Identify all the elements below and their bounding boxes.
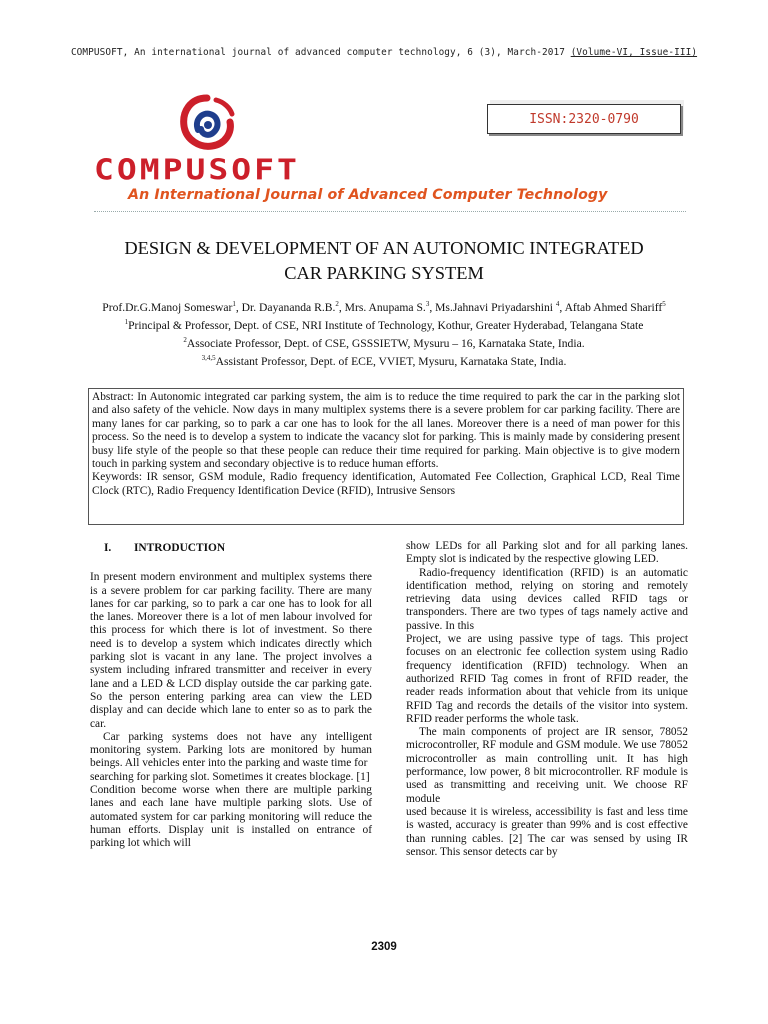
affiliation-text: Assistant Professor, Dept. of ECE, VVIET, Mysuru, Karnataka State, India. [215,355,567,369]
paragraph: Radio-frequency identification (RFID) is an automatic identification method, relying on storing and remotely retrieving data using devices called RFID tags or transponders. There are two types of tags namely active and passive. In this [406,566,688,632]
author-separator: , [235,300,242,314]
keywords-text: Keywords: IR sensor, GSM module, Radio frequency identification, Automated Fee Collection, Graphical LCD, Real Time Clock (RTC), Radio Frequency Identification Device (RFID), Intrusive Sensors [92,471,680,497]
section-title: INTRODUCTION [134,542,226,554]
affiliation-sup: 1 [124,318,129,327]
right-column [406,540,688,859]
paragraph: Condition become worse when there are multiple parking lanes and each lane have multiple parking slots. Use of automated system for car parking monitoring will reduce the human efforts. Display unit is installed on entrance of parking lot which will [90,784,372,850]
compusoft-logo-icon [176,92,238,154]
paragraph: In present modern environment and multiplex systems there is a severe problem for car parking facility. There are many lanes for car parking, so to park a car one has to look for all the lanes. Moreover there is a lot of men labour involved for this process for which there is lot of investment. So there need is to develop a system which indicates directly which parking slot is vacant in any lane. The project involves a system including infrared transmitter and receiver in every lane and a LED & LCD display outside the car parking gate. So the person entering parking area can view the LED display and can decide which lane to enter so as to park the car. [90,571,372,730]
logo-divider [94,211,686,212]
journal-header-text: COMPUSOFT, An international journal of advanced computer technology, 6 (3), March-2017 [70,47,571,58]
author-sup: 4 [555,300,560,308]
paper-title [60,236,708,286]
author-sup: 3 [425,300,430,308]
affiliation-sup: 2 [183,336,187,345]
logo-tagline: An International Journal of Advanced Computer Technology [128,187,608,203]
author-name: Ms.Jahnavi Priyadarshini [435,300,556,314]
author-sup: 5 [662,300,666,308]
journal-volume: (Volume-VI, Issue-III) [570,47,698,58]
affiliation-line [80,351,688,369]
abstract-text: Abstract: In Autonomic integrated car parking system, the aim is to reduce the time required to park the car in the parking slot and also safety of the vehicle. Now days in many multiplex systems there is a severe problem for car parking facility. There are many lanes for car parking, so to park a car one has to look for the all lanes. Moreover there is a need of man power for this process. So the need is to develop a system to indicate the vacancy slot for parking. This is mainly made by considering present busy life style of the people so that these people can reduce their time required for parking. Main objective is to give modern touch in parking system and secondary objective is to reduce human efforts. [92,391,680,471]
affiliation-text: Associate Professor, Dept. of CSE, GSSSIETW, Mysuru – 16, Karnataka State, India. [186,336,585,350]
author-name: Aftab Ahmed Shariff [564,300,663,314]
author-sup: 2 [335,300,339,308]
paragraph: show LEDs for all Parking slot and for all parking lanes. Empty slot is indicated by the respective glowing LED. [406,540,688,566]
author-separator: , [338,300,345,314]
paragraph: used because it is wireless, accessibility is fast and less time is wasted, accuracy is greater than 99% and is cost effective than running cables. [2] The car was sensed by using IR sensor. This sensor detects car by [406,805,688,858]
author-separator: , [559,300,565,314]
paragraph: searching for parking slot. Sometimes it creates blockage. [1] [90,770,370,783]
author-list [80,297,688,315]
paper-title-line-2: CAR PARKING SYSTEM [284,263,484,283]
author-block [80,297,688,369]
affiliation-line [80,315,688,333]
author-sup: 1 [232,300,236,308]
paragraph: The main components of project are IR sensor, 78052 microcontroller, RF module and GSM module. We use 78052 microcontroller as main controlling unit. It has high performance, low power, 8 bit microcontroller. RF module is used as transmitting and receiving unit. We choose RF module [406,726,688,805]
logo-wordmark: COMPUSOFT [94,153,300,187]
author-name: Prof.Dr.G.Manoj Someswar [102,300,233,314]
issn-box [487,104,681,134]
affiliation-text: Principal & Professor, Dept. of CSE, NRI Institute of Technology, Kothur, Greater Hyderabad, Telangana State [128,318,644,332]
abstract-box [88,388,684,525]
journal-header [0,47,768,58]
affiliation-list [80,315,688,369]
section-number: I. [104,542,112,554]
affiliation-sup: 3,4,5 [201,354,216,363]
paragraph: Project, we are using passive type of tags. This project focuses on an electronic fee collection system using Radio frequency identification (RFID) technology. When an authorized RFID Tag comes in front of RFID reader, the reader reads information about that vehicle from its unique RFID Tag and records the details of the visitor into system. RFID reader performs the whole task. [406,633,688,725]
page-number: 2309 [371,941,397,953]
section-heading [104,542,372,555]
author-separator: , [429,300,436,314]
author-name: Dr. Dayananda R.B. [241,300,336,314]
left-column [90,540,372,851]
affiliation-line [80,333,688,351]
paper-title-line-1: DESIGN & DEVELOPMENT OF AN AUTONOMIC INTEGRATED [124,238,644,258]
paragraph: Car parking systems does not have any intelligent monitoring system. Parking lots are monitored by human beings. All vehicles enter into the parking and waste time for [90,730,372,770]
issn-text: ISSN:2320-0790 [529,111,639,127]
author-name: Mrs. Anupama S. [344,300,426,314]
